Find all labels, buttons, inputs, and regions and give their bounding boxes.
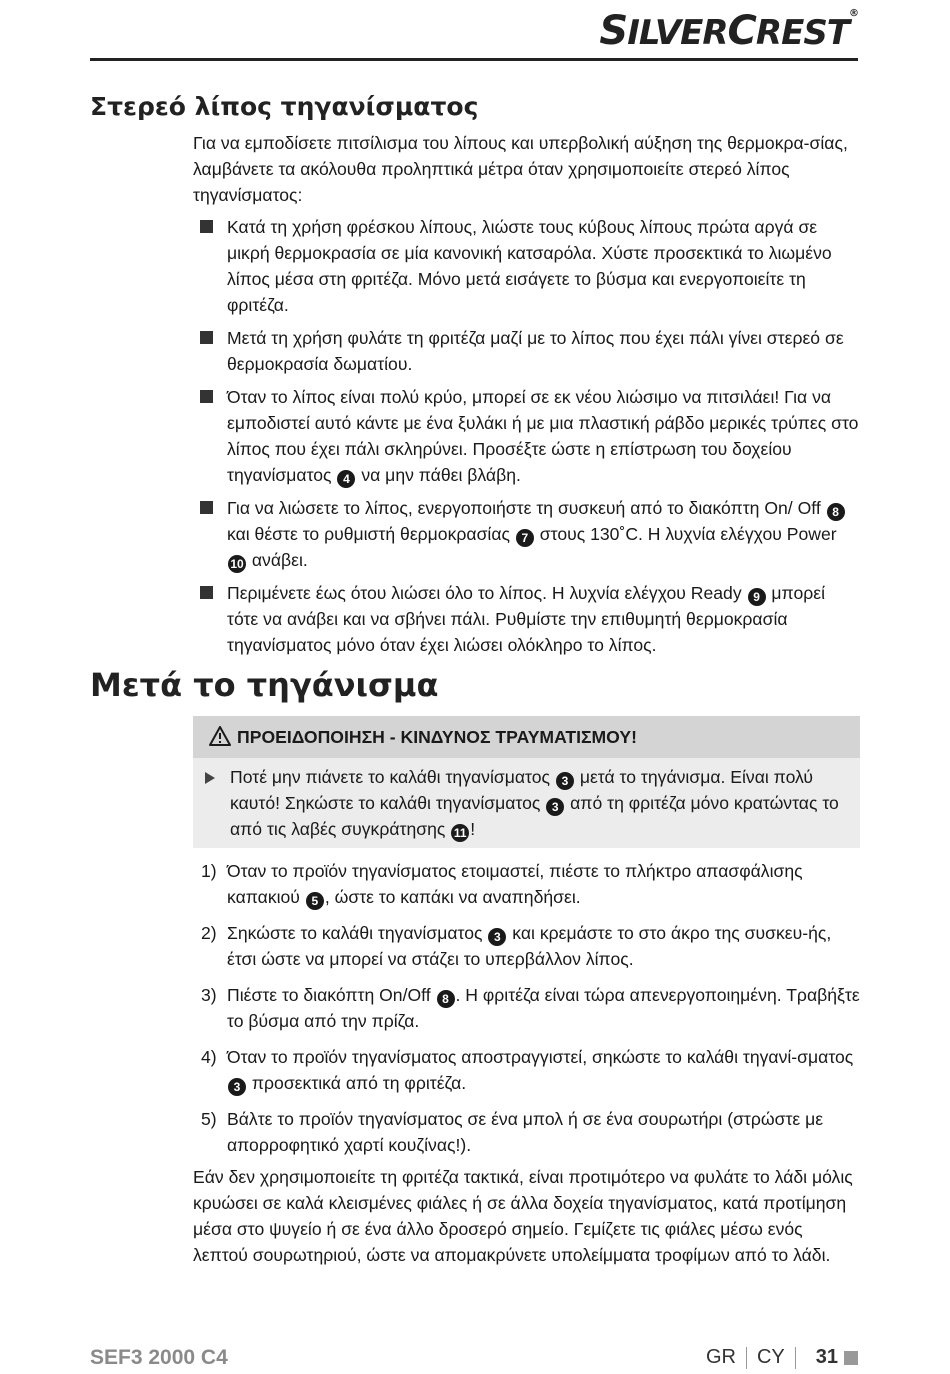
step-number: 3) bbox=[201, 985, 217, 1005]
storage-paragraph: Εάν δεν χρησιμοποιείτε τη φριτέζα τακτικά, είναι προτιμότερο να φυλάτε το λάδι μόλις κρυώσει σε καλά κλεισμένες φιάλες ή σε άλλα δοχεία τηγανίσματος, κατά προτίμηση μέσα στο ψυγείο ή σε ένα άλλο δροσερό σημείο. Γεμίζετε τις φιάλες μέσω ενός λεπτού σουρωτηριού, ώστε να απομακρύνετε υπολείμματα τροφίμων από το λάδι. bbox=[193, 1167, 853, 1265]
bullet-list bbox=[193, 214, 860, 665]
part-number-badge: 9 bbox=[748, 588, 766, 606]
step-item: 1) Όταν το προϊόν τηγανίσματος ετοιμαστεί, πιέστε το πλήκτρο απασφάλισης καπακιού 5 , ώστε το καπάκι να αναπηδήσει. bbox=[193, 858, 860, 910]
list-item: Για να λιώσετε το λίπος, ενεργοποιήστε τη συσκευή από το διακόπτη On/ Off 8 και θέστε το ρυθμιστή θερμοκρασίας 7 στους 130˚C. Η λυχνία ελέγχου Power 10 ανάβει. bbox=[193, 495, 860, 573]
intro-paragraph: Για να εμποδίσετε πιτσίλισμα του λίπους και υπερβολική αύξηση της θερμοκρα-σίας, λαμβάνετε τα ακόλουθα προληπτικά μέτρα όταν χρησιμοποιείτε στερεό λίπος τηγανίσματος: bbox=[193, 133, 848, 205]
step-number: 2) bbox=[201, 923, 217, 943]
model-number: SEF3 2000 C4 bbox=[90, 1346, 228, 1369]
page-square-icon bbox=[844, 1351, 858, 1365]
part-number-badge: 3 bbox=[556, 772, 574, 790]
part-number-badge: 3 bbox=[488, 928, 506, 946]
header-rule bbox=[90, 58, 858, 61]
warning-text: Ποτέ μην πιάνετε το καλάθι τηγανίσματος 3 μετά το τηγάνισμα. Είναι πολύ καυτό! Σηκώστε το καλάθι τηγανίσματος 3 από τη φριτέζα μόνο κρατώντας το από τις λαβές συγκράτησης 11 ! bbox=[193, 758, 860, 848]
part-number-badge: 3 bbox=[228, 1078, 246, 1096]
square-bullet-icon bbox=[200, 586, 213, 599]
part-number-badge: 8 bbox=[827, 503, 845, 521]
square-bullet-icon bbox=[200, 220, 213, 233]
step-item: 3) Πιέστε το διακόπτη On/Off 8 . Η φριτέζα είναι τώρα απενεργοποιημένη. Τραβήξτε το βύσμα από την πρίζα. bbox=[193, 982, 860, 1034]
part-number-badge: 5 bbox=[306, 892, 324, 910]
part-number-badge: 8 bbox=[437, 990, 455, 1008]
page-number: 31 bbox=[815, 1346, 838, 1368]
section-title-solid-fat: Στερεό λίπος τηγανίσματος bbox=[90, 92, 479, 121]
square-bullet-icon bbox=[200, 390, 213, 403]
warning-box bbox=[193, 716, 860, 848]
footer-divider bbox=[795, 1347, 796, 1369]
numbered-steps bbox=[193, 858, 860, 1168]
silvercrest-logo: SILVERCREST® bbox=[599, 8, 858, 54]
part-number-badge: 4 bbox=[337, 470, 355, 488]
step-item: 5) Βάλτε το προϊόν τηγανίσματος σε ένα μπολ ή σε ένα σουρωτήρι (στρώστε με απορροφητικό χαρτί κουζίνας!). bbox=[193, 1106, 860, 1158]
language-cy: CY bbox=[756, 1346, 785, 1368]
square-bullet-icon bbox=[200, 331, 213, 344]
warning-triangle-icon bbox=[209, 726, 231, 746]
list-item: Όταν το λίπος είναι πολύ κρύο, μπορεί σε εκ νέου λιώσιμο να πιτσιλάει! Για να εμποδιστεί αυτό κάντε με ένα ξυλάκι ή με μια πλαστική ράβδο μερικές τρύπες στο λίπος που έχει πάλι σκληρύνει. Προσέξτε ώστε η επίστρωση του δοχείου τηγανίσματος 4 να μην πάθει βλάβη. bbox=[193, 384, 860, 488]
footer-divider bbox=[746, 1347, 747, 1369]
step-number: 5) bbox=[201, 1109, 217, 1129]
warning-header: ΠΡΟΕΙΔΟΠΟΙΗΣΗ - ΚΙΝΔΥΝΟΣ ΤΡΑΥΜΑΤΙΣΜΟΥ! bbox=[193, 716, 860, 758]
page-footer bbox=[706, 1346, 858, 1369]
square-bullet-icon bbox=[200, 501, 213, 514]
part-number-badge: 7 bbox=[516, 529, 534, 547]
step-item: 2) Σηκώστε το καλάθι τηγανίσματος 3 και κρεμάστε το στο άκρο της συσκευ-ής, έτσι ώστε να μπορεί να στάζει το υπερβάλλον λίπος. bbox=[193, 920, 860, 972]
language-gr: GR bbox=[705, 1346, 736, 1368]
step-item: 4) Όταν το προϊόν τηγανίσματος αποστραγγιστεί, σηκώστε το καλάθι τηγανί-σματος 3 προσεκτικά από τη φριτέζα. bbox=[193, 1044, 860, 1096]
part-number-badge: 10 bbox=[228, 555, 246, 573]
arrow-bullet-icon bbox=[205, 772, 215, 784]
list-item: Περιμένετε έως ότου λιώσει όλο το λίπος. Η λυχνία ελέγχου Ready 9 μπορεί τότε να ανάβει και να σβήνει πάλι. Ρυθμίστε την επιθυμητή θερμοκρασία τηγανίσματος μόνο όταν έχει λιώσει ολόκληρο το λίπος. bbox=[193, 580, 860, 658]
section-title-after-frying: Μετά το τηγάνισμα bbox=[90, 666, 439, 704]
part-number-badge: 11 bbox=[451, 824, 469, 842]
step-number: 4) bbox=[201, 1047, 217, 1067]
step-number: 1) bbox=[201, 861, 217, 881]
list-item: Κατά τη χρήση φρέσκου λίπους, λιώστε τους κύβους λίπους πρώτα αργά σε μικρή θερμοκρασία σε μία κανονική κατσαρόλα. Χύστε προσεκτικά το λιωμένο λίπος μέσα στη φριτέζα. Μόνο μετά εισάγετε το βύσμα και ενεργοποιείτε τη φριτέζα. bbox=[193, 214, 860, 318]
list-item: Μετά τη χρήση φυλάτε τη φριτέζα μαζί με το λίπος που έχει πάλι γίνει στερεό σε θερμοκρασία δωματίου. bbox=[193, 325, 860, 377]
part-number-badge: 3 bbox=[546, 798, 564, 816]
